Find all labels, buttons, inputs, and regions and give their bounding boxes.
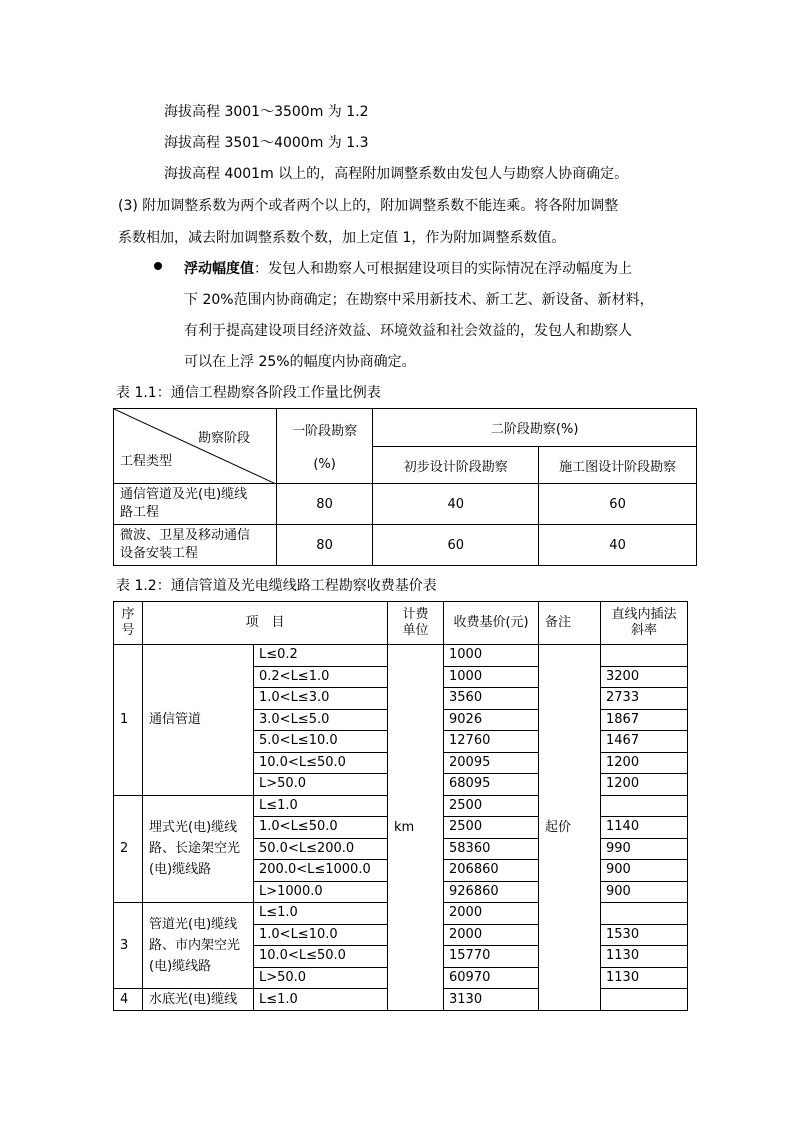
one-stage-header-unit: (%) — [313, 457, 336, 472]
seq-cell: 2 — [114, 795, 143, 903]
item-name-cell — [143, 645, 254, 796]
two-stage-header: 二阶段勘察(%) — [373, 409, 697, 447]
range-cell: L>50.0 — [254, 967, 388, 989]
price-cell: 206860 — [444, 860, 539, 882]
header-line: 序 — [121, 607, 135, 622]
slope-cell — [601, 795, 688, 817]
bullet-paragraph-line: 下 20%范围内协商确定；在勘察中采用新技术、新工艺、新设备、新材料， — [184, 292, 654, 308]
construct-stage-header: 施工图设计阶段勘察 — [539, 447, 697, 484]
prelim-value: 60 — [373, 525, 539, 566]
slope-cell — [601, 645, 688, 667]
table2-caption: 表 1.2：通信管道及光电缆线路工程勘察收费基价表 — [116, 578, 437, 594]
price-cell: 2000 — [444, 924, 539, 946]
unit-header — [388, 602, 444, 645]
bullet-label: 浮动幅度值 — [184, 261, 254, 277]
header-line: 号 — [121, 623, 135, 638]
one-stage-header-label: 一阶段勘察 — [292, 424, 358, 439]
one-stage-value: 80 — [276, 525, 372, 566]
price-cell: 2000 — [444, 903, 539, 925]
seq-cell: 4 — [114, 989, 143, 1011]
slope-cell: 1200 — [601, 774, 688, 796]
slope-cell: 1130 — [601, 946, 688, 968]
table-row — [114, 645, 688, 667]
price-cell: 20095 — [444, 752, 539, 774]
slope-cell: 1130 — [601, 967, 688, 989]
fee-base-table — [113, 601, 688, 1011]
diagonal-header-top: 勘察阶段 — [198, 431, 251, 446]
range-cell: 50.0<L≤200.0 — [254, 838, 388, 860]
item-name-line: 路、市内架空光 — [149, 938, 241, 953]
price-cell: 9026 — [444, 709, 539, 731]
slope-cell — [601, 989, 688, 1011]
note-header: 备注 — [539, 602, 601, 645]
slope-cell: 900 — [601, 860, 688, 882]
header-line: 单位 — [402, 623, 429, 638]
slope-cell: 2733 — [601, 688, 688, 710]
one-stage-value: 80 — [276, 484, 372, 525]
slope-header — [601, 602, 688, 645]
slope-cell: 990 — [601, 838, 688, 860]
item-header: 项 目 — [143, 602, 388, 645]
diagonal-header-cell — [114, 409, 277, 484]
table-row-label — [114, 525, 277, 566]
item-name-line: 水底光(电)缆线 — [149, 992, 238, 1007]
price-cell: 2500 — [444, 817, 539, 839]
table1-caption: 表 1.1：通信工程勘察各阶段工作量比例表 — [116, 385, 381, 401]
seq-header — [114, 602, 143, 645]
header-line: 直线内插法 — [611, 607, 677, 622]
range-cell: 1.0<L≤3.0 — [254, 688, 388, 710]
range-cell: L≤1.0 — [254, 795, 388, 817]
range-cell: 10.0<L≤50.0 — [254, 752, 388, 774]
range-cell: 1.0<L≤10.0 — [254, 924, 388, 946]
item-name-line: (电)缆线路 — [149, 862, 212, 878]
prelim-stage-header: 初步设计阶段勘察 — [373, 447, 539, 484]
item-name-cell — [143, 989, 254, 1011]
price-cell: 2500 — [444, 795, 539, 817]
diagonal-line — [114, 409, 276, 484]
price-cell: 3560 — [444, 688, 539, 710]
item-name-cell — [143, 903, 254, 989]
unit-cell: km — [388, 645, 444, 1011]
slope-cell: 1200 — [601, 752, 688, 774]
range-cell: L≤0.2 — [254, 645, 388, 667]
slope-cell — [601, 903, 688, 925]
header-line: 斜率 — [631, 623, 658, 638]
paragraph-line: 海拔高程 4001m 以上的，高程附加调整系数由发包人与勘察人协商确定。 — [164, 166, 629, 182]
bullet-text: ：发包人和勘察人可根据建设项目的实际情况在浮动幅度为上 — [254, 261, 632, 277]
header-line: 计费 — [402, 607, 429, 622]
price-cell: 1000 — [444, 666, 539, 688]
price-cell: 12760 — [444, 731, 539, 753]
range-cell: L≤1.0 — [254, 989, 388, 1011]
construct-value: 40 — [539, 525, 697, 566]
bullet-icon — [154, 262, 162, 270]
price-cell: 1000 — [444, 645, 539, 667]
price-cell: 15770 — [444, 946, 539, 968]
item-name-line: 管道光(电)缆线 — [149, 917, 238, 932]
table-row-label — [114, 484, 277, 525]
range-cell: L≤1.0 — [254, 903, 388, 925]
one-stage-header — [276, 409, 372, 484]
range-cell: 1.0<L≤50.0 — [254, 817, 388, 839]
item-name-cell — [143, 795, 254, 903]
range-cell: L>1000.0 — [254, 881, 388, 903]
note-cell: 起价 — [539, 645, 601, 1011]
prelim-value: 40 — [373, 484, 539, 525]
range-cell: 200.0<L≤1000.0 — [254, 860, 388, 882]
row-label-line: 设备安装工程 — [120, 546, 199, 561]
item-name-line: (电)缆线路 — [149, 959, 212, 974]
paragraph-line: 系数相加，减去附加调整系数个数，加上定值 1，作为附加调整系数值。 — [118, 230, 566, 246]
bullet-paragraph-line — [184, 259, 632, 279]
slope-cell: 1530 — [601, 924, 688, 946]
slope-cell: 900 — [601, 881, 688, 903]
price-cell: 68095 — [444, 774, 539, 796]
stage-ratio-table — [113, 408, 697, 566]
paragraph-line: (3) 附加调整系数为两个或者两个以上的，附加调整系数不能连乘。将各附加调整 — [118, 198, 619, 214]
slope-cell: 1140 — [601, 817, 688, 839]
item-name-line: 路、长途架空光 — [149, 841, 241, 857]
range-cell: L>50.0 — [254, 774, 388, 796]
range-cell: 0.2<L≤1.0 — [254, 666, 388, 688]
price-header: 收费基价(元) — [444, 602, 539, 645]
range-cell: 10.0<L≤50.0 — [254, 946, 388, 968]
price-cell: 926860 — [444, 881, 539, 903]
price-cell: 3130 — [444, 989, 539, 1011]
paragraph-line: 海拔高程 3501～4000m 为 1.3 — [164, 135, 369, 151]
paragraph-line: 海拔高程 3001～3500m 为 1.2 — [164, 104, 369, 120]
range-cell: 5.0<L≤10.0 — [254, 731, 388, 753]
diagonal-header-bottom: 工程类型 — [120, 454, 173, 469]
item-name-line: 通信管道 — [149, 712, 202, 728]
seq-cell: 3 — [114, 903, 143, 989]
bullet-paragraph-line: 可以在上浮 25%的幅度内协商确定。 — [184, 354, 416, 370]
construct-value: 60 — [539, 484, 697, 525]
row-label-line: 通信管道及光(电)缆线 — [120, 487, 248, 502]
price-cell: 58360 — [444, 838, 539, 860]
slope-cell: 3200 — [601, 666, 688, 688]
row-label-line: 路工程 — [120, 505, 160, 520]
row-label-line: 微波、卫星及移动通信 — [120, 528, 251, 543]
range-cell: 3.0<L≤5.0 — [254, 709, 388, 731]
seq-cell: 1 — [114, 645, 143, 796]
slope-cell: 1467 — [601, 731, 688, 753]
slope-cell: 1867 — [601, 709, 688, 731]
price-cell: 60970 — [444, 967, 539, 989]
item-name-line: 埋式光(电)缆线 — [149, 820, 238, 836]
bullet-paragraph-line: 有利于提高建设项目经济效益、环境效益和社会效益的，发包人和勘察人 — [184, 323, 632, 339]
